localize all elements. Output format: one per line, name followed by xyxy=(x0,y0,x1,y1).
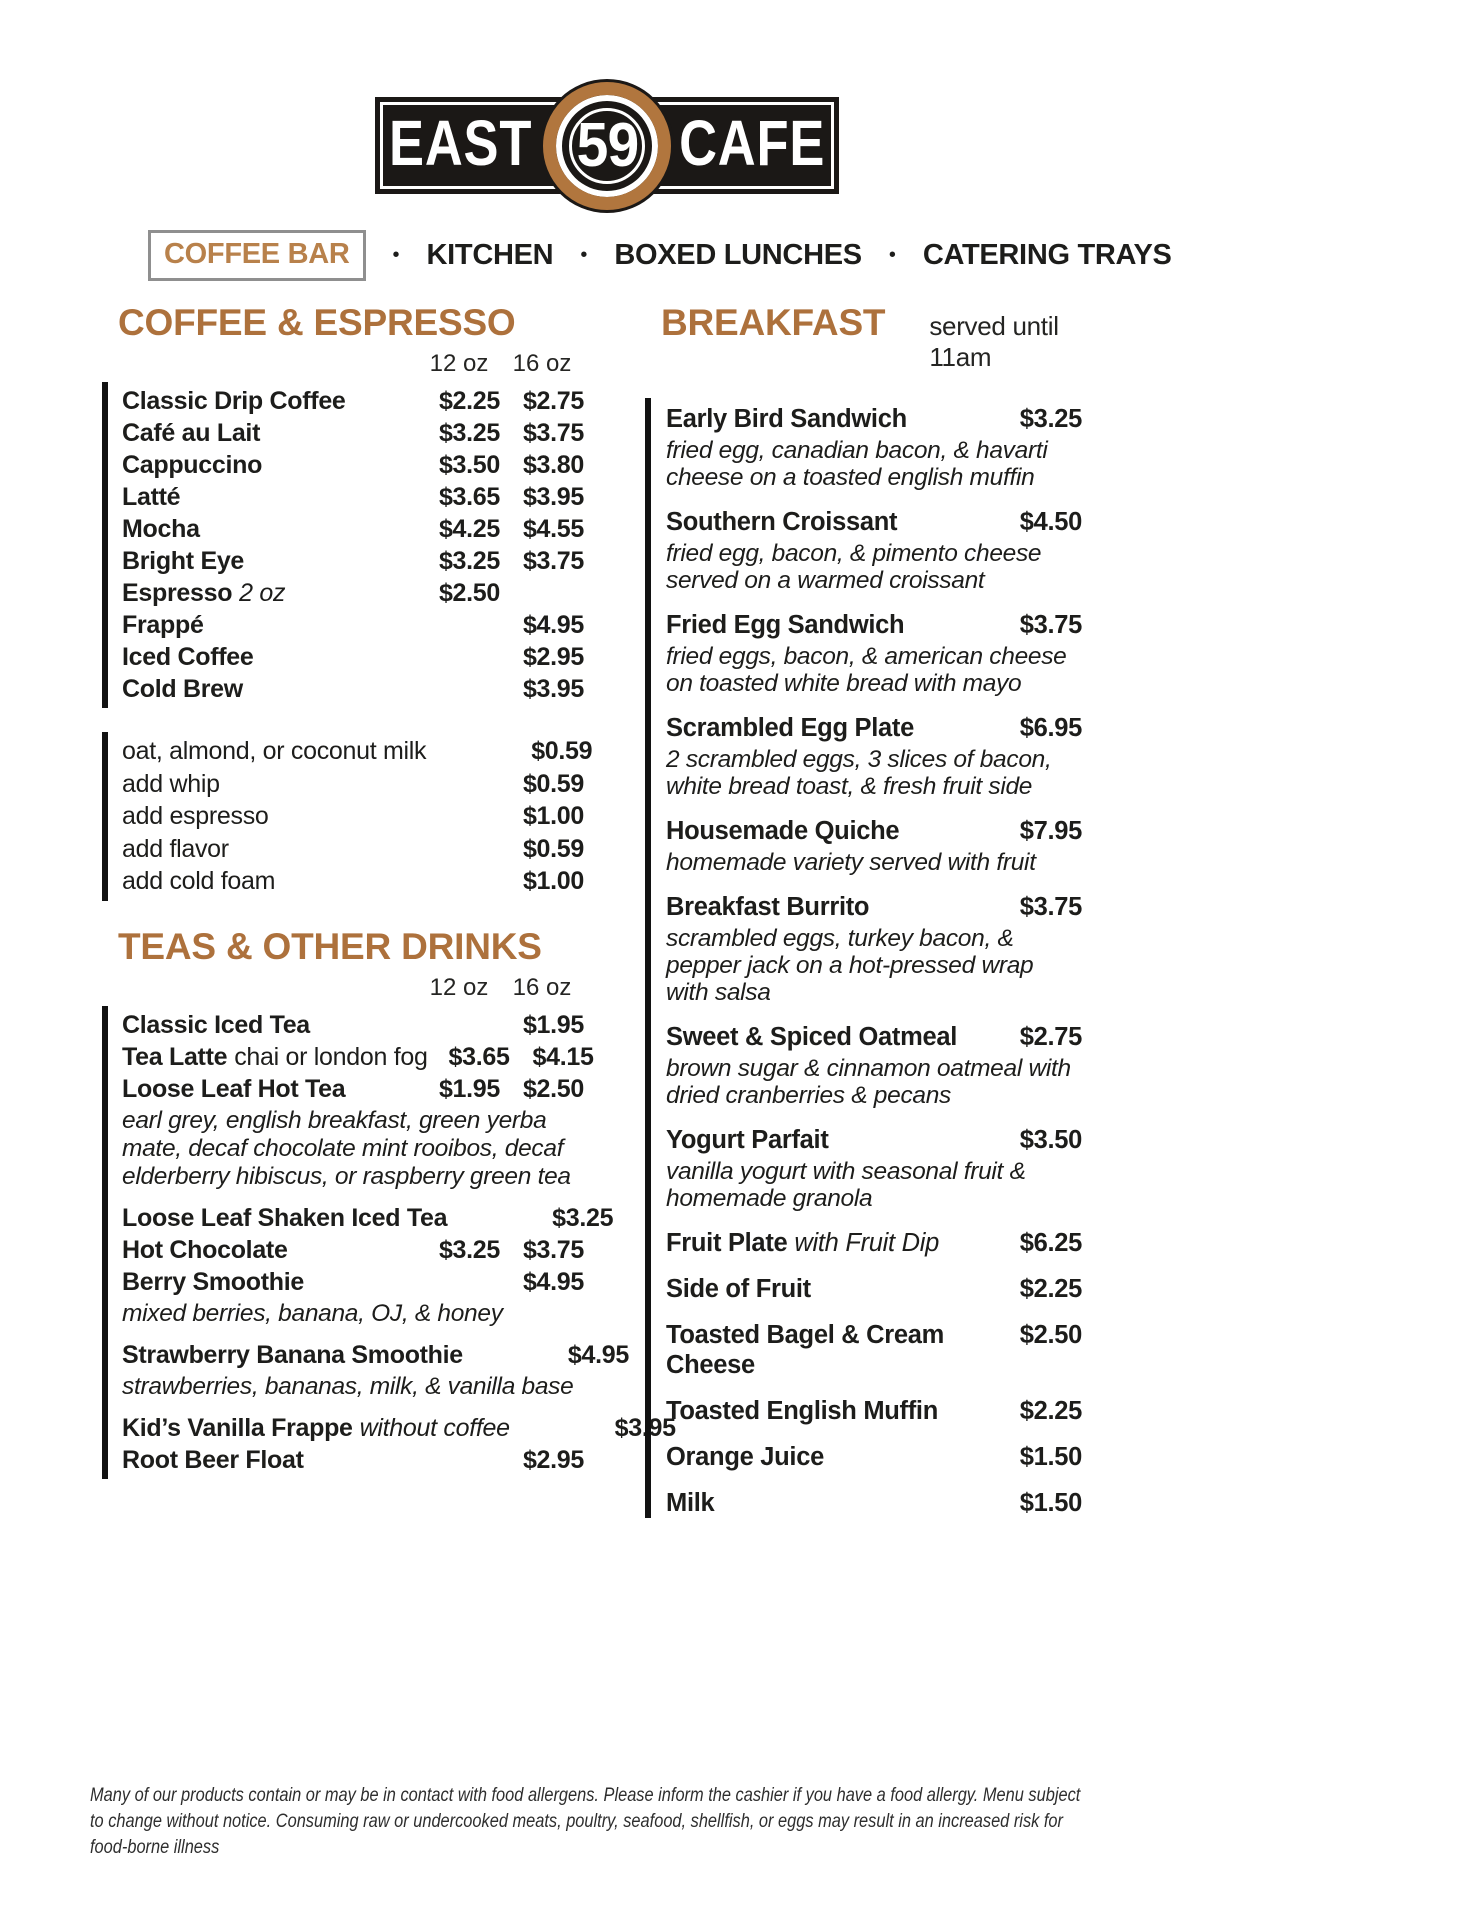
menu-row xyxy=(122,1339,629,1371)
price-16oz: $4.55 xyxy=(522,515,584,543)
logo-word-cafe: CAFE xyxy=(678,106,825,179)
price-16oz: $4.95 xyxy=(567,1340,629,1369)
nav-item xyxy=(393,239,554,272)
nav-item-label: BOXED LUNCHES xyxy=(614,238,862,271)
menu-row xyxy=(122,449,584,481)
menu-row xyxy=(122,1009,584,1041)
menu-row xyxy=(122,1041,594,1073)
menu-row xyxy=(122,513,584,545)
tea-item xyxy=(122,1234,584,1266)
item-name: Orange Juice xyxy=(666,1443,824,1471)
item-price: $4.50 xyxy=(1019,508,1082,536)
item-price: $1.50 xyxy=(1019,1489,1082,1517)
item-price: $2.25 xyxy=(1019,1275,1082,1303)
price-12oz: $3.25 xyxy=(438,547,500,575)
item-note-italic: with Fruit Dip xyxy=(794,1229,939,1257)
item-price: $3.50 xyxy=(1019,1126,1082,1154)
item-price: $3.25 xyxy=(1019,405,1082,433)
item-description: scrambled eggs, turkey bacon, & pepper jack on a hot-pressed wrap with salsa xyxy=(666,925,1034,1006)
breakfast-item xyxy=(666,1396,1082,1426)
item-price: $3.75 xyxy=(1019,611,1082,639)
price-16oz: $2.95 xyxy=(522,1445,584,1474)
item-name: Milk xyxy=(666,1489,715,1517)
item-note-italic: without coffee xyxy=(359,1413,510,1442)
item-price: $2.75 xyxy=(1019,1023,1082,1051)
item-name: Fried Egg Sandwich xyxy=(666,611,905,639)
tea-item xyxy=(122,1073,584,1191)
addon-name: add flavor xyxy=(122,834,229,863)
price-16oz: $3.25 xyxy=(552,1203,614,1232)
addon-price: $0.59 xyxy=(531,737,593,765)
menu-row xyxy=(122,1073,584,1105)
item-price: $1.50 xyxy=(1019,1443,1082,1471)
item-description: fried eggs, bacon, & american cheese on toasted white bread with mayo xyxy=(666,643,1067,697)
item-name: Cold Brew xyxy=(122,675,243,703)
item-name: Strawberry Banana Smoothie xyxy=(122,1340,463,1369)
breakfast-item xyxy=(666,713,1082,800)
logo-number: 59 xyxy=(576,111,638,180)
item-name: Toasted English Muffin xyxy=(666,1397,938,1425)
item-name: Bright Eye xyxy=(122,547,245,575)
breakfast-title: BREAKFAST xyxy=(661,302,886,343)
nav-item xyxy=(580,239,861,272)
nav-item-coffee-bar: COFFEE BAR xyxy=(148,230,366,281)
menu-row xyxy=(122,1234,584,1266)
price-12oz: $2.50 xyxy=(438,579,500,607)
addon-row xyxy=(122,833,584,866)
price-12oz: $3.25 xyxy=(438,1235,500,1264)
item-name: Yogurt Parfait xyxy=(666,1126,829,1154)
item-name: Espresso xyxy=(122,579,233,607)
breakfast-item xyxy=(666,892,1082,1006)
item-name: Root Beer Float xyxy=(122,1445,304,1474)
breakfast-item xyxy=(666,404,1082,491)
item-name: Early Bird Sandwich xyxy=(666,405,907,433)
price-16oz: $4.95 xyxy=(522,1267,584,1296)
menu-row xyxy=(122,1444,584,1476)
bullet-separator: • xyxy=(888,244,896,266)
breakfast-subtitle: served until 11am xyxy=(929,311,1059,372)
price-12oz: $3.65 xyxy=(448,1042,510,1071)
item-price: $3.75 xyxy=(1019,893,1082,921)
teas-items xyxy=(102,1006,676,1479)
item-name: Classic Drip Coffee xyxy=(122,387,346,415)
menu-row xyxy=(122,481,584,513)
price-16oz: $3.95 xyxy=(614,1413,676,1442)
breakfast-items xyxy=(645,398,1082,1518)
menu-row xyxy=(122,609,584,641)
item-description: mixed berries, banana, OJ, & honey xyxy=(122,1299,503,1327)
breakfast-item xyxy=(666,1442,1082,1472)
addon-row xyxy=(122,768,584,801)
item-name: Café au Lait xyxy=(122,419,261,447)
breakfast-item xyxy=(666,610,1082,697)
tea-item xyxy=(122,1412,676,1444)
breakfast-item xyxy=(666,507,1082,594)
menu-row xyxy=(122,417,584,449)
price-12oz: $3.65 xyxy=(438,483,500,511)
addon-row xyxy=(122,800,584,833)
item-description: homemade variety served with fruit xyxy=(666,849,1036,876)
price-16oz: $4.15 xyxy=(532,1042,594,1071)
item-description: earl grey, english breakfast, green yerba mate, decaf chocolate mint rooibos, decaf elderberry hibiscus, or raspberry green tea xyxy=(122,1106,571,1190)
item-name: Scrambled Egg Plate xyxy=(666,714,914,742)
addon-name: add whip xyxy=(122,769,220,798)
coffee-column xyxy=(102,302,676,1479)
price-12oz: $3.50 xyxy=(438,451,500,479)
item-name: Frappé xyxy=(122,611,204,639)
teas-title: TEAS & OTHER DRINKS xyxy=(118,925,542,967)
nav-item-label: CATERING TRAYS xyxy=(922,238,1172,271)
item-price: $6.25 xyxy=(1019,1229,1082,1257)
tea-item xyxy=(122,1444,584,1476)
teas-size-header xyxy=(122,974,584,1002)
tea-item xyxy=(122,1009,584,1041)
item-name: Southern Croissant xyxy=(666,508,898,536)
size-16oz-label: 16 oz xyxy=(512,973,572,1001)
logo-word-east: EAST xyxy=(389,106,533,179)
tea-item xyxy=(122,1339,629,1401)
item-price: $2.50 xyxy=(1019,1321,1082,1349)
tea-item xyxy=(122,1266,584,1328)
coffee-items xyxy=(102,382,584,708)
price-12oz: $3.25 xyxy=(438,419,500,447)
item-name: Side of Fruit xyxy=(666,1275,811,1303)
cafe-logo xyxy=(375,97,839,194)
item-price: $7.95 xyxy=(1019,817,1082,845)
menu-row xyxy=(122,577,584,609)
item-name: Toasted Bagel & Cream Cheese xyxy=(666,1321,945,1379)
logo-circle-badge xyxy=(543,82,671,210)
item-price: $6.95 xyxy=(1019,714,1082,742)
addon-price: $0.59 xyxy=(522,834,584,863)
nav-item-label: KITCHEN xyxy=(426,238,554,271)
addon-row xyxy=(122,865,584,898)
item-description: vanilla yogurt with seasonal fruit & homemade granola xyxy=(666,1158,1026,1212)
addon-name: oat, almond, or coconut milk xyxy=(122,737,427,765)
breakfast-item xyxy=(666,1488,1082,1518)
item-name: Loose Leaf Shaken Iced Tea xyxy=(122,1203,448,1232)
breakfast-item xyxy=(666,1022,1082,1109)
coffee-addons xyxy=(102,732,593,901)
allergen-disclaimer: Many of our products contain or may be in contact with food allergens. Please inform the cashier if you have a food allergy. Menu subject to change without notice. Consuming raw or undercooked meats, poultry, seafood, shellfish, or eggs may result in an increased risk for food-borne illness xyxy=(90,1784,1081,1858)
tea-item xyxy=(122,1041,594,1073)
item-name: Tea Latte xyxy=(122,1042,228,1071)
price-16oz: $3.95 xyxy=(522,675,584,703)
price-16oz: $1.95 xyxy=(522,1010,584,1039)
addon-name: add cold foam xyxy=(122,867,276,895)
price-16oz: $4.95 xyxy=(522,611,584,639)
menu-nav xyxy=(148,229,1172,281)
menu-row xyxy=(122,545,584,577)
item-name: Hot Chocolate xyxy=(122,1235,288,1264)
addon-price: $1.00 xyxy=(522,867,584,895)
item-name: Sweet & Spiced Oatmeal xyxy=(666,1023,958,1051)
price-16oz: $3.75 xyxy=(522,1235,584,1264)
breakfast-item xyxy=(666,1320,1082,1380)
item-name: Housemade Quiche xyxy=(666,817,900,845)
menu-row xyxy=(122,1412,676,1444)
breakfast-item xyxy=(666,1125,1082,1212)
item-name: Latté xyxy=(122,483,181,511)
addon-row xyxy=(122,735,593,768)
item-name: Berry Smoothie xyxy=(122,1267,304,1296)
item-description: brown sugar & cinnamon oatmeal with dried cranberries & pecans xyxy=(666,1055,1071,1109)
size-12oz-label: 12 oz xyxy=(429,973,489,1001)
menu-row xyxy=(122,385,584,417)
price-12oz: $1.95 xyxy=(438,1074,500,1103)
bullet-separator: • xyxy=(580,244,588,266)
price-16oz: $3.95 xyxy=(522,483,584,511)
price-16oz: $3.80 xyxy=(522,451,584,479)
price-16oz: $3.75 xyxy=(522,419,584,447)
breakfast-header xyxy=(645,302,1082,373)
tea-item xyxy=(122,1202,614,1234)
item-name: Classic Iced Tea xyxy=(122,1010,310,1039)
item-note: 2 oz xyxy=(239,579,286,607)
item-description: 2 scrambled eggs, 3 slices of bacon, white bread toast, & fresh fruit side xyxy=(666,746,1052,800)
coffee-size-header xyxy=(122,350,584,378)
price-12oz: $2.25 xyxy=(438,387,500,415)
item-name: Mocha xyxy=(122,515,200,543)
price-16oz: $2.50 xyxy=(522,1074,584,1103)
price-16oz: $3.75 xyxy=(522,547,584,575)
item-name: Iced Coffee xyxy=(122,643,254,671)
breakfast-item xyxy=(666,1228,1082,1258)
addon-name: add espresso xyxy=(122,802,269,830)
size-12oz-label: 12 oz xyxy=(429,350,489,377)
price-16oz: $2.75 xyxy=(522,387,584,415)
breakfast-item xyxy=(666,1274,1082,1304)
logo-circle-inner-ring xyxy=(569,108,645,184)
menu-row xyxy=(122,1266,584,1298)
item-description: strawberries, bananas, milk, & vanilla base xyxy=(122,1372,574,1400)
menu-row xyxy=(122,641,584,673)
menu-row xyxy=(122,1202,614,1234)
addon-price: $1.00 xyxy=(522,802,584,830)
price-16oz: $2.95 xyxy=(522,643,584,671)
bullet-separator: • xyxy=(392,244,400,266)
menu-row xyxy=(122,673,584,705)
item-name: Breakfast Burrito xyxy=(666,893,870,921)
item-name: Cappuccino xyxy=(122,451,263,479)
coffee-espresso-title: COFFEE & ESPRESSO xyxy=(118,302,516,343)
item-price: $2.25 xyxy=(1019,1397,1082,1425)
item-description: fried egg, canadian bacon, & havarti cheese on a toasted english muffin xyxy=(666,437,1048,491)
item-description: fried egg, bacon, & pimento cheese served on a warmed croissant xyxy=(666,540,1042,594)
item-name: Loose Leaf Hot Tea xyxy=(122,1074,346,1103)
breakfast-column xyxy=(645,302,1082,1534)
item-name: Kid’s Vanilla Frappe xyxy=(122,1413,353,1442)
price-12oz: $4.25 xyxy=(438,515,500,543)
nav-item xyxy=(889,239,1172,272)
item-note: chai or london fog xyxy=(234,1042,428,1071)
breakfast-item xyxy=(666,816,1082,876)
item-name: Fruit Plate xyxy=(666,1229,788,1257)
addon-price: $0.59 xyxy=(522,769,584,798)
size-16oz-label: 16 oz xyxy=(512,350,572,377)
